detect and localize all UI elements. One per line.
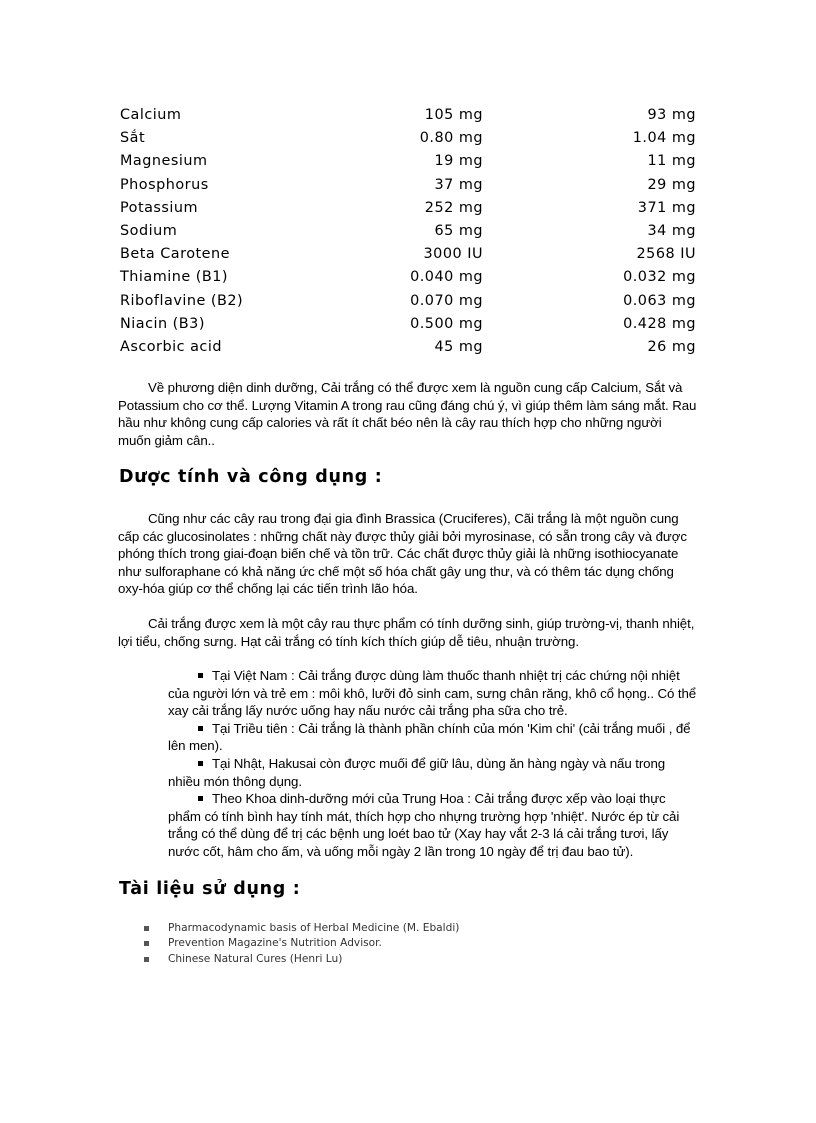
table-row (120, 220, 696, 243)
square-bullet-icon (144, 957, 149, 962)
nutrient-value-2: 1.04 mg (632, 130, 696, 147)
square-bullet-icon (198, 673, 203, 678)
list-item-text: Tại Nhật, Hakusai còn được muối để giữ lâu, dùng ăn hàng ngày và nấu trong nhiều món thông dụng. (168, 755, 666, 789)
nutrient-name: Sodium (120, 222, 178, 239)
nutrient-name: Potassium (120, 199, 199, 216)
table-row (120, 104, 696, 127)
square-bullet-icon (144, 926, 149, 931)
nutrient-value-1: 0.500 mg (410, 315, 483, 332)
nutrient-value-2: 371 mg (637, 199, 696, 216)
square-bullet-icon (198, 796, 203, 801)
nutrient-value-1: 105 mg (424, 107, 483, 123)
uses-paragraph-2: Cải trắng được xem là một cây rau thực phẩm có tính dưỡng sinh, giúp trường-vị, thanh nhiệt, lợi tiểu, chống sưng. Hạt cải trắng có tính kích thích giúp dễ tiêu, nhuận trường. (118, 616, 695, 649)
nutrient-value-1: 0.040 mg (410, 269, 483, 286)
table-row (120, 336, 696, 359)
square-bullet-icon (144, 941, 149, 946)
nutrient-name: Sắt (120, 130, 146, 147)
nutrient-name: Phosphorus (120, 176, 209, 193)
square-bullet-icon (198, 726, 203, 731)
nutrient-value-1: 37 mg (434, 176, 483, 193)
nutrient-value-1: 19 mg (434, 153, 483, 170)
nutrient-name: Thiamine (B1) (120, 269, 229, 286)
reference-item (144, 921, 459, 936)
nutrient-value-1: 0.80 mg (419, 130, 483, 147)
nutrition-paragraph: Về phương diện dinh dưỡng, Cải trắng có thể được xem là nguồn cung cấp Calcium, Sắt và Potassium cho cơ thể. Lượng Vitamin A trong rau cũng đáng chú ý, vì giúp thêm làm sáng mắt. Rau hầu như không cung cấp calories và rất ít chất béo nên là cây rau thích hợp cho những người muốn giảm cân.. (118, 380, 697, 448)
nutrient-value-2: 0.428 mg (623, 315, 696, 332)
table-row (120, 150, 696, 173)
nutrient-name: Ascorbic acid (120, 338, 222, 355)
reference-text: Pharmacodynamic basis of Herbal Medicine (M. Ebaldi) (168, 922, 460, 934)
nutrient-name: Riboflavine (B2) (120, 292, 244, 309)
nutrient-value-2: 93 mg (647, 107, 696, 123)
list-item (168, 720, 700, 755)
reference-text: Prevention Magazine's Nutrition Advisor. (168, 937, 382, 950)
nutrient-value-1: 65 mg (434, 222, 483, 239)
nutrient-name: Magnesium (120, 153, 208, 170)
list-item-text: Theo Khoa dinh-dưỡng mới của Trung Hoa : Cải trắng được xếp vào loại thực phẩm có tính bình hay tính mát, thích hợp cho nhựng trường hợp 'nhiệt'. Nước ép từ cải trắng có thể dùng để trị các bệnh ung loét bao tử (Xay hay vắt 2-3 lá cải trắng tươi, lấy nước cốt, hâm cho ấm, và uống mỗi ngày 2 lần trong 10 ngày để trị đau bao tử). (168, 791, 680, 859)
nutrient-name: Beta Carotene (120, 246, 231, 263)
nutrient-value-2: 29 mg (647, 176, 696, 193)
table-row (120, 290, 696, 313)
list-item-text: Tại Triều tiên : Cải trắng là thành phần chính của món 'Kim chi' (cải trắng muối , để lên men). (168, 720, 691, 754)
nutrient-name: Niacin (B3) (120, 315, 205, 332)
nutrient-value-1: 252 mg (424, 199, 483, 216)
table-row (120, 313, 696, 336)
nutrient-value-2: 26 mg (647, 338, 696, 355)
uses-bullet-list (168, 667, 700, 861)
nutrient-value-2: 0.063 mg (623, 292, 696, 309)
nutrient-value-1: 45 mg (434, 338, 483, 355)
table-row (120, 174, 696, 197)
reference-text: Chinese Natural Cures (Henri Lu) (168, 952, 343, 965)
nutrient-value-2: 34 mg (647, 222, 696, 239)
uses-paragraph-1: Cũng như các cây rau trong đại gia đình Brassica (Cruciferes), Cãi trắng là một nguồn cung cấp các glucosinolates : những chất này được thủy giải bởi myrosinase, có sẵn trong cây và được phóng thích trong giai-đoạn biến chế và tồn trữ. Các chất được thủy giải là những isothiocyanate như sulforaphane có khả năng ức chế một số hóa chất gây ung thư, và có thêm tác dụng chống oxy-hóa giúp cơ thể chống lại các tiến trình lão hóa. (118, 511, 687, 597)
list-item-text: Tại Việt Nam : Cải trắng được dùng làm thuốc thanh nhiệt trị các chứng nội nhiệt của người lớn và trẻ em : môi khô, lưỡi đỏ sinh cam, sưng chân răng, khô cổ họng.. Có thể xay cải trắng lấy nước uống hay nấu nước cải trắng pha sữa cho trẻ. (168, 668, 697, 719)
table-row (120, 197, 696, 220)
table-row (120, 266, 696, 289)
square-bullet-icon (198, 761, 203, 766)
section-heading-references: Tài liệu sử dụng : (119, 879, 301, 899)
table-row (120, 127, 696, 150)
list-item (168, 755, 700, 790)
table-row (120, 243, 696, 266)
nutrient-value-2: 2568 IU (636, 246, 696, 263)
nutrient-name: Calcium (120, 107, 182, 123)
reference-item (144, 952, 459, 967)
nutrient-value-1: 0.070 mg (410, 292, 483, 309)
nutrient-value-1: 3000 IU (423, 246, 483, 263)
section-heading-uses: Dược tính và công dụng : (119, 467, 383, 487)
nutrient-value-2: 11 mg (647, 153, 696, 170)
references-list (144, 921, 459, 967)
list-item (168, 790, 700, 860)
nutrient-table (120, 104, 696, 359)
reference-item (144, 936, 459, 951)
nutrient-value-2: 0.032 mg (623, 269, 696, 286)
list-item (168, 667, 700, 720)
